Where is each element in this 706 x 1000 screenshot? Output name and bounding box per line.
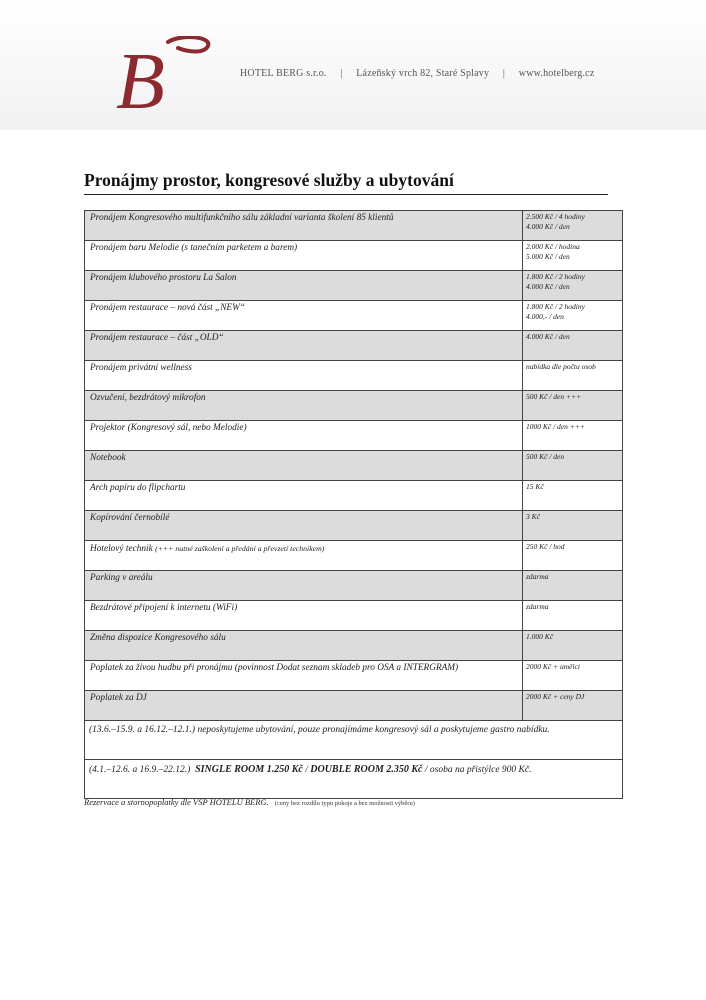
table-row bbox=[85, 451, 623, 481]
note-closed: (13.6.–15.9. a 16.12.–12.1.) neposkytujeme ubytování, pouze pronajímáme kongresový sál a poskytujeme gastro nabídku. bbox=[85, 721, 623, 760]
service-description: Poplatek za DJ bbox=[85, 691, 523, 721]
service-description: Bezdrátové připojení k internetu (WiFi) bbox=[85, 601, 523, 631]
logo-letter: B bbox=[116, 38, 165, 116]
service-price: 500 Kč / den bbox=[523, 451, 623, 481]
service-price: 1.000 Kč bbox=[523, 631, 623, 661]
table-row bbox=[85, 301, 623, 331]
table-row bbox=[85, 421, 623, 451]
service-price: 500 Kč / den +++ bbox=[523, 391, 623, 421]
note-row-closed bbox=[85, 721, 623, 760]
table-row bbox=[85, 271, 623, 301]
footer-small: (ceny bez rozdílu typu pokoje a bez možnosti výběru) bbox=[274, 800, 415, 807]
service-price: zdarma bbox=[523, 571, 623, 601]
title-underline bbox=[84, 194, 608, 195]
rooms-period: (4.1.–12.6. a 16.9.–22.12.) bbox=[89, 765, 191, 775]
table-row bbox=[85, 661, 623, 691]
note-rooms bbox=[85, 760, 623, 799]
hotel-website[interactable]: www.hotelberg.cz bbox=[518, 68, 595, 79]
table-row bbox=[85, 541, 623, 571]
service-description: Parking v areálu bbox=[85, 571, 523, 601]
table-row bbox=[85, 601, 623, 631]
hotel-logo bbox=[108, 36, 218, 116]
service-price: 15 Kč bbox=[523, 481, 623, 511]
rooms-divider: / bbox=[305, 765, 308, 775]
service-description: Pronájem restaurace – část „OLD“ bbox=[85, 331, 523, 361]
service-price: 4.000 Kč / den bbox=[523, 331, 623, 361]
double-room-price: DOUBLE ROOM 2.350 Kč bbox=[310, 764, 423, 775]
page-title: Pronájmy prostor, kongresové služby a ubytování bbox=[84, 170, 454, 190]
letterhead-info bbox=[240, 68, 594, 79]
service-description: Pronájem Kongresového multifunkčního sálu základní varianta školení 85 klientů bbox=[85, 211, 523, 241]
service-description: Arch papíru do flipchartu bbox=[85, 481, 523, 511]
service-description: Pronájem privátní wellness bbox=[85, 361, 523, 391]
service-price: nabídka dle počtu osob bbox=[523, 361, 623, 391]
table-row bbox=[85, 241, 623, 271]
service-description: Ozvučení, bezdrátový mikrofon bbox=[85, 391, 523, 421]
service-description: Notebook bbox=[85, 451, 523, 481]
service-price: 2.500 Kč / 4 hodiny 4.000 Kč / den bbox=[523, 211, 623, 241]
service-description: Projektor (Kongresový sál, nebo Melodie) bbox=[85, 421, 523, 451]
service-price: 1000 Kč / den +++ bbox=[523, 421, 623, 451]
table-row bbox=[85, 361, 623, 391]
service-description: Pronájem klubového prostoru La Salon bbox=[85, 271, 523, 301]
service-price: 250 Kč / hod bbox=[523, 541, 623, 571]
service-price: 1.800 Kč / 2 hodiny 4.000,- / den bbox=[523, 301, 623, 331]
table-row bbox=[85, 691, 623, 721]
service-description: Kopírování černobílé bbox=[85, 511, 523, 541]
hotel-address: Lázeňský vrch 82, Staré Splavy bbox=[356, 68, 490, 79]
footer-note bbox=[84, 797, 415, 807]
single-room-price: SINGLE ROOM 1.250 Kč bbox=[195, 764, 303, 775]
table-row bbox=[85, 511, 623, 541]
service-price: 1.800 Kč / 2 hodiny 4.000 Kč / den bbox=[523, 271, 623, 301]
letterhead-band bbox=[0, 0, 706, 130]
service-price: 2000 Kč + umělci bbox=[523, 661, 623, 691]
service-price: 3 Kč bbox=[523, 511, 623, 541]
table-row bbox=[85, 571, 623, 601]
service-description: Změna dispozice Kongresového sálu bbox=[85, 631, 523, 661]
service-description: Pronájem restaurace – nová část „NEW“ bbox=[85, 301, 523, 331]
service-price: zdarma bbox=[523, 601, 623, 631]
table-row bbox=[85, 331, 623, 361]
note-row-rooms bbox=[85, 760, 623, 799]
rooms-suffix: / osoba na přistýlce 900 Kč. bbox=[424, 765, 532, 775]
separator: | bbox=[502, 68, 506, 79]
price-table bbox=[84, 210, 623, 799]
service-description: Pronájem baru Melodie (s tanečním parketem a barem) bbox=[85, 241, 523, 271]
service-price: 2.000 Kč / hodina 5.000 Kč / den bbox=[523, 241, 623, 271]
table-row bbox=[85, 391, 623, 421]
table-row bbox=[85, 481, 623, 511]
separator: | bbox=[340, 68, 343, 79]
service-note: (+++ nutné zaškolení a předání a převzetí technikem) bbox=[155, 544, 325, 553]
table-row bbox=[85, 211, 623, 241]
service-description: Hotelový technik (+++ nutné zaškolení a předání a převzetí technikem) bbox=[85, 541, 523, 571]
hotel-name: HOTEL BERG s.r.o. bbox=[240, 68, 327, 79]
service-description: Poplatek za živou hudbu při pronájmu (povinnost Dodat seznam skladeb pro OSA a INTERGRAM) bbox=[85, 661, 523, 691]
service-price: 2000 Kč + ceny DJ bbox=[523, 691, 623, 721]
table-row bbox=[85, 631, 623, 661]
footer-text: Rezervace a stornopoplatky dle VSP HOTELU BERG. bbox=[84, 797, 269, 807]
